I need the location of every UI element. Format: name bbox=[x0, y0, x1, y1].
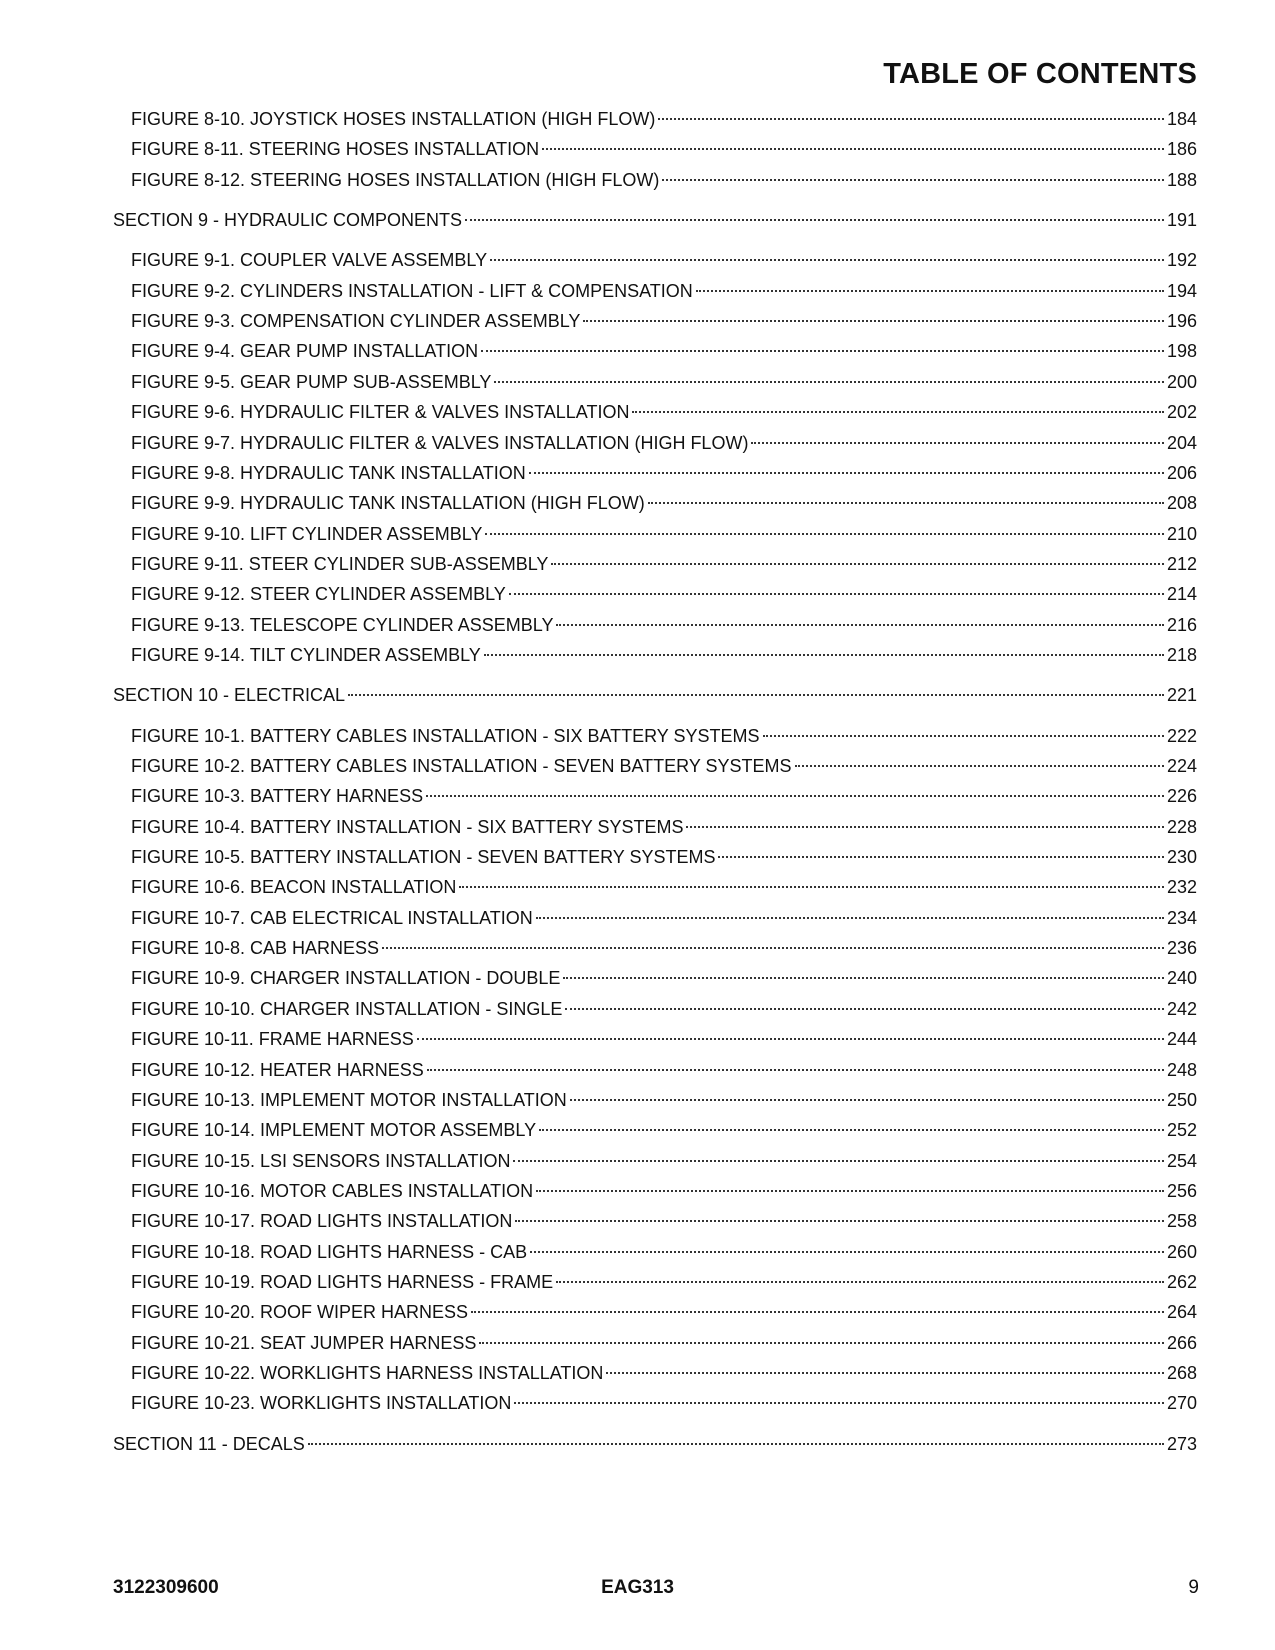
toc-entry-page: 273 bbox=[1166, 1433, 1197, 1454]
dot-leader bbox=[529, 471, 1164, 474]
toc-entry-label: FIGURE 10-13. IMPLEMENT MOTOR INSTALLATION bbox=[131, 1089, 567, 1110]
toc-entry-page: 204 bbox=[1166, 432, 1197, 453]
toc-figure-entry[interactable] bbox=[131, 339, 1197, 363]
toc-entry-label: FIGURE 8-11. STEERING HOSES INSTALLATION bbox=[131, 139, 540, 160]
toc-entry-page: 210 bbox=[1166, 523, 1197, 544]
dot-leader bbox=[308, 1442, 1164, 1445]
dot-leader bbox=[536, 916, 1164, 919]
toc-entry-page: 260 bbox=[1166, 1241, 1197, 1262]
toc-figure-entry[interactable] bbox=[131, 107, 1197, 131]
dot-leader bbox=[426, 794, 1164, 797]
dot-leader bbox=[795, 764, 1164, 767]
toc-figure-entry[interactable] bbox=[131, 168, 1197, 192]
toc-entry-page: 206 bbox=[1166, 462, 1197, 483]
toc-entry-page: 221 bbox=[1166, 685, 1197, 706]
toc-figure-entry[interactable] bbox=[131, 137, 1197, 161]
toc-entry-label: FIGURE 10-23. WORKLIGHTS INSTALLATION bbox=[131, 1393, 512, 1414]
toc-entry-page: 250 bbox=[1166, 1089, 1197, 1110]
toc-entry-label: SECTION 11 - DECALS bbox=[113, 1433, 305, 1454]
toc-figure-entry[interactable] bbox=[131, 875, 1197, 899]
dot-leader bbox=[485, 532, 1164, 535]
toc-entry-page: 200 bbox=[1166, 371, 1197, 392]
toc-figure-entry[interactable] bbox=[131, 1300, 1197, 1324]
dot-leader bbox=[563, 976, 1164, 979]
toc-entry-page: 266 bbox=[1166, 1332, 1197, 1353]
toc-entry-page: 254 bbox=[1166, 1150, 1197, 1171]
dot-leader bbox=[417, 1037, 1164, 1040]
dot-leader bbox=[494, 380, 1164, 383]
dot-leader bbox=[490, 258, 1164, 261]
toc-entry-page: 196 bbox=[1166, 311, 1197, 332]
dot-leader bbox=[539, 1128, 1164, 1131]
toc-entry-label: FIGURE 9-4. GEAR PUMP INSTALLATION bbox=[131, 341, 479, 362]
toc-section-entry[interactable] bbox=[113, 208, 1197, 232]
toc-entry-page: 194 bbox=[1166, 280, 1197, 301]
dot-leader bbox=[718, 855, 1163, 858]
toc-figure-entry[interactable] bbox=[131, 643, 1197, 667]
dot-leader bbox=[551, 562, 1164, 565]
dot-leader bbox=[459, 885, 1164, 888]
dot-leader bbox=[382, 946, 1164, 949]
dot-leader bbox=[632, 410, 1164, 413]
toc-entry-page: 258 bbox=[1166, 1211, 1197, 1232]
dot-leader bbox=[509, 592, 1164, 595]
dot-leader bbox=[515, 1219, 1164, 1222]
toc-figure-entry[interactable] bbox=[131, 1209, 1197, 1233]
dot-leader bbox=[484, 653, 1164, 656]
dot-leader bbox=[481, 349, 1164, 352]
toc-figure-entry[interactable] bbox=[131, 431, 1197, 455]
toc-entry-label: SECTION 9 - HYDRAULIC COMPONENTS bbox=[113, 210, 463, 231]
dot-leader bbox=[565, 1007, 1164, 1010]
toc-entry-label: FIGURE 9-3. COMPENSATION CYLINDER ASSEMBLY bbox=[131, 311, 581, 332]
toc-figure-entry[interactable] bbox=[131, 845, 1197, 869]
toc-entry-page: 212 bbox=[1166, 553, 1197, 574]
toc-figure-entry[interactable] bbox=[131, 522, 1197, 546]
dot-leader bbox=[427, 1068, 1164, 1071]
toc-entry-page: 214 bbox=[1166, 584, 1197, 605]
dot-leader bbox=[471, 1310, 1164, 1313]
toc-entry-label: FIGURE 9-10. LIFT CYLINDER ASSEMBLY bbox=[131, 523, 483, 544]
toc-entry-label: FIGURE 9-6. HYDRAULIC FILTER & VALVES INSTALLATION bbox=[131, 402, 630, 423]
toc-figure-entry[interactable] bbox=[131, 400, 1197, 424]
toc-entry-page: 248 bbox=[1166, 1059, 1197, 1080]
toc-figure-entry[interactable] bbox=[131, 1149, 1197, 1173]
toc-entry-page: 198 bbox=[1166, 341, 1197, 362]
toc-entry-label: FIGURE 10-17. ROAD LIGHTS INSTALLATION bbox=[131, 1211, 513, 1232]
toc-section-entry[interactable] bbox=[113, 683, 1197, 707]
toc-entry-label: FIGURE 10-6. BEACON INSTALLATION bbox=[131, 877, 457, 898]
toc-figure-entry[interactable] bbox=[131, 370, 1197, 394]
page-title: TABLE OF CONTENTS bbox=[883, 58, 1197, 90]
dot-leader bbox=[658, 117, 1164, 120]
toc-entry-label: FIGURE 10-20. ROOF WIPER HARNESS bbox=[131, 1302, 469, 1323]
toc-figure-entry[interactable] bbox=[131, 966, 1197, 990]
toc-figure-entry[interactable] bbox=[131, 1391, 1197, 1415]
toc-entry-label: FIGURE 10-5. BATTERY INSTALLATION - SEVEN BATTERY SYSTEMS bbox=[131, 847, 716, 868]
toc-figure-entry[interactable] bbox=[131, 309, 1197, 333]
toc-entry-label: FIGURE 9-1. COUPLER VALVE ASSEMBLY bbox=[131, 250, 488, 271]
toc-entry-label: FIGURE 9-5. GEAR PUMP SUB-ASSEMBLY bbox=[131, 371, 492, 392]
toc-figure-entry[interactable] bbox=[131, 815, 1197, 839]
toc-entry-label: FIGURE 9-9. HYDRAULIC TANK INSTALLATION (HIGH FLOW) bbox=[131, 493, 645, 514]
toc-entry-page: 242 bbox=[1166, 998, 1197, 1019]
dot-leader bbox=[648, 501, 1164, 504]
toc-entry-label: FIGURE 8-10. JOYSTICK HOSES INSTALLATION (HIGH FLOW) bbox=[131, 109, 656, 129]
dot-leader bbox=[513, 1159, 1164, 1162]
toc-figure-entry[interactable] bbox=[131, 1361, 1197, 1385]
toc-entry-page: 216 bbox=[1166, 614, 1197, 635]
toc-entry-label: FIGURE 10-10. CHARGER INSTALLATION - SINGLE bbox=[131, 998, 563, 1019]
toc-figure-entry[interactable] bbox=[131, 997, 1197, 1021]
dot-leader bbox=[556, 623, 1163, 626]
dot-leader bbox=[348, 693, 1164, 696]
toc-entry-page: 256 bbox=[1166, 1180, 1197, 1201]
toc-entry-label: FIGURE 10-4. BATTERY INSTALLATION - SIX BATTERY SYSTEMS bbox=[131, 816, 684, 837]
toc-figure-entry[interactable] bbox=[131, 1027, 1197, 1051]
toc-entry-page: 244 bbox=[1166, 1029, 1197, 1050]
toc-entry-label: FIGURE 9-14. TILT CYLINDER ASSEMBLY bbox=[131, 644, 481, 665]
toc-entry-label: FIGURE 9-13. TELESCOPE CYLINDER ASSEMBLY bbox=[131, 614, 554, 635]
toc-figure-entry[interactable] bbox=[131, 1118, 1197, 1142]
toc-entry-label: FIGURE 10-1. BATTERY CABLES INSTALLATION - SIX BATTERY SYSTEMS bbox=[131, 725, 760, 746]
toc-entry-label: FIGURE 10-3. BATTERY HARNESS bbox=[131, 786, 424, 807]
dot-leader bbox=[556, 1280, 1164, 1283]
toc-entry-label: FIGURE 9-12. STEER CYLINDER ASSEMBLY bbox=[131, 584, 506, 605]
toc-entry-page: 218 bbox=[1166, 644, 1197, 665]
toc-entry-page: 224 bbox=[1166, 756, 1197, 776]
toc-entry-label: FIGURE 9-11. STEER CYLINDER SUB-ASSEMBLY bbox=[131, 553, 549, 574]
toc-figure-entry[interactable] bbox=[131, 784, 1197, 808]
toc-entry-page: 270 bbox=[1166, 1393, 1197, 1414]
toc-figure-entry[interactable] bbox=[131, 906, 1197, 930]
toc-entry-label: FIGURE 9-8. HYDRAULIC TANK INSTALLATION bbox=[131, 462, 526, 483]
toc-entry-label: FIGURE 10-8. CAB HARNESS bbox=[131, 938, 380, 959]
toc-section-entry[interactable] bbox=[113, 1432, 1197, 1456]
toc-entry-page: 202 bbox=[1166, 402, 1197, 423]
toc-entry-page: 232 bbox=[1166, 877, 1197, 898]
toc-figure-entry[interactable] bbox=[131, 279, 1197, 303]
toc-figure-entry[interactable] bbox=[131, 613, 1197, 637]
toc-entry-label: FIGURE 10-22. WORKLIGHTS HARNESS INSTALLATION bbox=[131, 1363, 604, 1383]
toc-figure-entry[interactable] bbox=[131, 936, 1197, 960]
toc-entry-page: 268 bbox=[1166, 1363, 1197, 1383]
dot-leader bbox=[465, 218, 1164, 221]
toc-entry-page: 234 bbox=[1166, 907, 1197, 928]
toc-entry-page: 192 bbox=[1166, 250, 1197, 271]
dot-leader bbox=[662, 178, 1164, 181]
toc-entry-page: 230 bbox=[1166, 847, 1197, 868]
dot-leader bbox=[696, 289, 1164, 292]
toc-entry-page: 184 bbox=[1166, 109, 1197, 129]
toc-figure-entry[interactable] bbox=[131, 1270, 1197, 1294]
dot-leader bbox=[583, 319, 1164, 322]
dot-leader bbox=[606, 1371, 1164, 1374]
toc-figure-entry[interactable] bbox=[131, 1179, 1197, 1203]
dot-leader bbox=[536, 1189, 1164, 1192]
toc-entry-page: 208 bbox=[1166, 493, 1197, 514]
toc-entry-label: FIGURE 10-19. ROAD LIGHTS HARNESS - FRAME bbox=[131, 1271, 554, 1292]
toc-entry-page: 222 bbox=[1166, 725, 1197, 746]
toc-entry-label: FIGURE 10-2. BATTERY CABLES INSTALLATION - SEVEN BATTERY SYSTEMS bbox=[131, 756, 792, 776]
toc-figure-entry[interactable] bbox=[131, 582, 1197, 606]
dot-leader bbox=[686, 825, 1163, 828]
toc-entry-label: FIGURE 9-2. CYLINDERS INSTALLATION - LIFT & COMPENSATION bbox=[131, 280, 693, 301]
toc-entry-label: FIGURE 10-14. IMPLEMENT MOTOR ASSEMBLY bbox=[131, 1120, 537, 1141]
toc-figure-entry[interactable] bbox=[131, 754, 1197, 778]
toc-figure-entry[interactable] bbox=[131, 552, 1197, 576]
dot-leader bbox=[514, 1401, 1164, 1404]
toc-entry-label: FIGURE 10-16. MOTOR CABLES INSTALLATION bbox=[131, 1180, 534, 1201]
dot-leader bbox=[542, 147, 1164, 150]
toc-entry-label: FIGURE 10-21. SEAT JUMPER HARNESS bbox=[131, 1332, 477, 1353]
footer-page-number: 9 bbox=[1188, 1577, 1199, 1598]
toc-entry-page: 236 bbox=[1166, 938, 1197, 959]
toc-entry-page: 264 bbox=[1166, 1302, 1197, 1323]
toc-figure-entry[interactable] bbox=[131, 1331, 1197, 1355]
toc-entry-page: 191 bbox=[1166, 210, 1197, 231]
dot-leader bbox=[763, 734, 1164, 737]
footer-model: EAG313 bbox=[601, 1577, 674, 1598]
toc-entry-label: FIGURE 10-12. HEATER HARNESS bbox=[131, 1059, 424, 1080]
toc-figure-entry[interactable] bbox=[131, 1058, 1197, 1082]
toc-figure-entry[interactable] bbox=[131, 1240, 1197, 1264]
toc-entry-page: 226 bbox=[1166, 786, 1197, 807]
toc-entry-page: 240 bbox=[1166, 968, 1197, 989]
toc-figure-entry[interactable] bbox=[131, 248, 1197, 272]
toc-entry-page: 188 bbox=[1166, 169, 1197, 190]
toc-entry-page: 228 bbox=[1166, 816, 1197, 837]
dot-leader bbox=[570, 1098, 1164, 1101]
toc-entry-label: FIGURE 10-9. CHARGER INSTALLATION - DOUBLE bbox=[131, 968, 561, 989]
toc-entry-label: FIGURE 8-12. STEERING HOSES INSTALLATION (HIGH FLOW) bbox=[131, 169, 660, 190]
dot-leader bbox=[530, 1250, 1164, 1253]
toc-entry-label: FIGURE 9-7. HYDRAULIC FILTER & VALVES INSTALLATION (HIGH FLOW) bbox=[131, 432, 749, 453]
toc-entry-label: FIGURE 10-7. CAB ELECTRICAL INSTALLATION bbox=[131, 907, 533, 928]
dot-leader bbox=[751, 441, 1164, 444]
toc-figure-entry[interactable] bbox=[131, 461, 1197, 485]
toc-figure-entry[interactable] bbox=[131, 724, 1197, 748]
toc-entry-label: SECTION 10 - ELECTRICAL bbox=[113, 685, 346, 706]
toc-entry-page: 252 bbox=[1166, 1120, 1197, 1141]
toc-entry-label: FIGURE 10-18. ROAD LIGHTS HARNESS - CAB bbox=[131, 1241, 528, 1262]
toc-entry-page: 186 bbox=[1166, 139, 1197, 160]
footer-part-number: 3122309600 bbox=[113, 1577, 219, 1598]
toc-entry-page: 262 bbox=[1166, 1271, 1197, 1292]
toc-figure-entry[interactable] bbox=[131, 1088, 1197, 1112]
toc-figure-entry[interactable] bbox=[131, 491, 1197, 515]
dot-leader bbox=[479, 1341, 1164, 1344]
toc-entry-label: FIGURE 10-11. FRAME HARNESS bbox=[131, 1029, 414, 1050]
toc-entry-label: FIGURE 10-15. LSI SENSORS INSTALLATION bbox=[131, 1150, 511, 1171]
